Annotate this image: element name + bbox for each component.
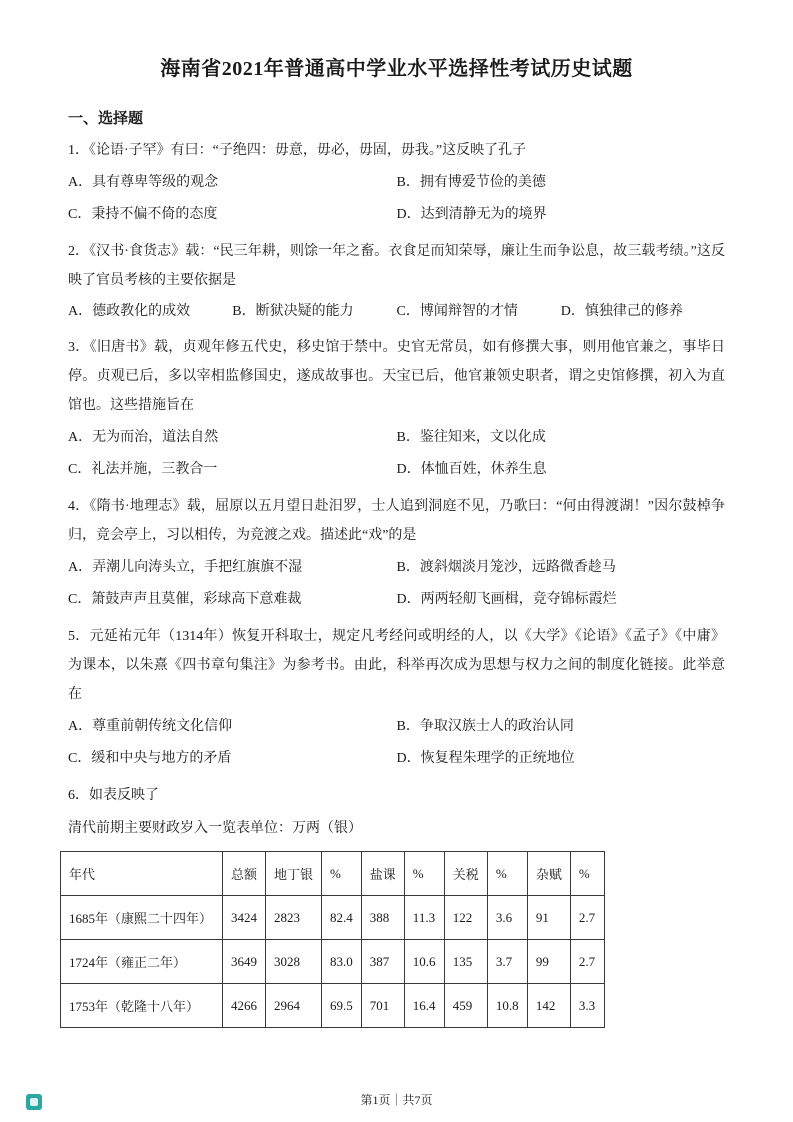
table-cell: 11.3 bbox=[404, 896, 444, 940]
table-header-row bbox=[61, 852, 605, 896]
table-cell: 4266 bbox=[223, 984, 266, 1028]
option-a: A．弄潮儿向涛头立，手把红旗旗不湿 bbox=[68, 560, 303, 575]
table-cell: 459 bbox=[444, 984, 487, 1028]
table-cell: 135 bbox=[444, 940, 487, 984]
table-cell: 3028 bbox=[266, 940, 322, 984]
table-header-cell: % bbox=[322, 852, 362, 896]
option-a: A．德政教化的成效 bbox=[68, 304, 191, 319]
table-header-cell: % bbox=[487, 852, 527, 896]
table-row bbox=[61, 896, 605, 940]
option-d: D．两两轻舠飞画楫，竞夺锦标霞烂 bbox=[396, 592, 617, 607]
question-3 bbox=[68, 333, 725, 486]
table-cell: 91 bbox=[527, 896, 570, 940]
table-cell: 1724年（雍正二年） bbox=[61, 940, 223, 984]
question-5 bbox=[68, 622, 725, 775]
table-cell: 10.8 bbox=[487, 984, 527, 1028]
question-stem: 3．《旧唐书》载，贞观年修五代史，移史馆于禁中。史官无常员，如有修撰大事，则用他官兼之，事毕日停。贞观已后，多以宰相监修国史，遂成故事也。天宝已后，他官兼领史职者，谓之史馆修撰，初入为直馆也。这些措施旨在 bbox=[68, 340, 725, 413]
table-cell: 3.3 bbox=[570, 984, 604, 1028]
option-c: C．礼法并施，三教合一 bbox=[68, 462, 218, 477]
revenue-table bbox=[60, 851, 605, 1028]
table-cell: 2.7 bbox=[570, 940, 604, 984]
table-cell: 387 bbox=[361, 940, 404, 984]
question-options bbox=[68, 711, 725, 775]
question-stem: 4．《隋书·地理志》载，屈原以五月望日赴汨罗，士人追到洞庭不见，乃歌曰：“何由得渡湖！”因尔鼓棹争归，竞会亭上，习以相传，为竞渡之戏。描述此“戏”的是 bbox=[68, 499, 725, 543]
question-1 bbox=[68, 136, 725, 231]
table-cell: 142 bbox=[527, 984, 570, 1028]
question-options bbox=[68, 422, 725, 486]
table-cell: 2.7 bbox=[570, 896, 604, 940]
table-cell: 388 bbox=[361, 896, 404, 940]
table-cell: 701 bbox=[361, 984, 404, 1028]
table-header-cell: 年代 bbox=[61, 852, 223, 896]
option-a: A．无为而治，道法自然 bbox=[68, 430, 219, 445]
option-b: B．断狱决疑的能力 bbox=[232, 304, 354, 319]
table-header-cell: 杂赋 bbox=[527, 852, 570, 896]
table-cell: 3649 bbox=[223, 940, 266, 984]
question-stem: 2．《汉书·食货志》载：“民三年耕，则馀一年之畜。衣食足而知荣辱，廉让生而争讼息，故三载考绩。”这反映了官员考核的主要依据是 bbox=[68, 244, 725, 288]
question-2 bbox=[68, 237, 725, 327]
option-c: C．博闻辩智的才情 bbox=[396, 304, 518, 319]
question-stem: 6．如表反映了 bbox=[68, 788, 159, 803]
table-cell: 2823 bbox=[266, 896, 322, 940]
table-header-cell: % bbox=[404, 852, 444, 896]
section-heading: 一、选择题 bbox=[68, 111, 144, 127]
table-header-cell: 总额 bbox=[223, 852, 266, 896]
question-6 bbox=[68, 781, 725, 1028]
question-options bbox=[68, 167, 725, 231]
table-header-cell: 地丁银 bbox=[266, 852, 322, 896]
option-d: D．恢复程朱理学的正统地位 bbox=[396, 751, 575, 766]
table-header-cell: 关税 bbox=[444, 852, 487, 896]
question-options bbox=[68, 297, 725, 327]
table-cell: 69.5 bbox=[322, 984, 362, 1028]
table-header-cell: % bbox=[570, 852, 604, 896]
table-row bbox=[61, 940, 605, 984]
table-row bbox=[61, 984, 605, 1028]
table-cell: 1685年（康熙二十四年） bbox=[61, 896, 223, 940]
option-d: D．慎独律己的修养 bbox=[560, 304, 683, 319]
question-stem: 1．《论语·子罕》有曰：“子绝四：毋意，毋必，毋固，毋我。”这反映了孔子 bbox=[68, 143, 527, 158]
table-cell: 3424 bbox=[223, 896, 266, 940]
option-c: C．缓和中央与地方的矛盾 bbox=[68, 751, 232, 766]
table-cell: 83.0 bbox=[322, 940, 362, 984]
document-title: 海南省2021年普通高中学业水平选择性考试历史试题 bbox=[160, 58, 633, 80]
question-stem: 5．元延祐元年（1314年）恢复开科取士，规定凡考经问或明经的人，以《大学》《论语》《孟子》《中庸》为课本，以朱熹《四书章句集注》为参考书。由此，科举再次成为思想与权力之间的制度化链接。此举意在 bbox=[68, 629, 725, 702]
table-cell: 16.4 bbox=[404, 984, 444, 1028]
table-cell: 1753年（乾隆十八年） bbox=[61, 984, 223, 1028]
option-b: B．渡斜烟淡月笼沙，远路微香趁马 bbox=[396, 560, 616, 575]
table-cell: 99 bbox=[527, 940, 570, 984]
option-b: B．争取汉族士人的政治认同 bbox=[396, 719, 574, 734]
table-cell: 3.7 bbox=[487, 940, 527, 984]
option-c: C．箫鼓声声且莫催，彩球高下意难裁 bbox=[68, 592, 302, 607]
table-cell: 3.6 bbox=[487, 896, 527, 940]
option-a: A．尊重前朝传统文化信仰 bbox=[68, 719, 233, 734]
table-cell: 2964 bbox=[266, 984, 322, 1028]
table-cell: 122 bbox=[444, 896, 487, 940]
option-d: D．体恤百姓，休养生息 bbox=[396, 462, 547, 477]
option-c: C．秉持不偏不倚的态度 bbox=[68, 207, 218, 222]
table-cell: 10.6 bbox=[404, 940, 444, 984]
question-options bbox=[68, 552, 725, 616]
option-a: A．具有尊卑等级的观念 bbox=[68, 175, 219, 190]
page-footer: 第1页｜共7页 bbox=[360, 1093, 433, 1107]
option-b: B．鉴往知来，文以化成 bbox=[396, 430, 546, 445]
table-caption: 清代前期主要财政岁入一览表单位：万两（银） bbox=[68, 821, 362, 836]
table-header-cell: 盐课 bbox=[361, 852, 404, 896]
table-cell: 82.4 bbox=[322, 896, 362, 940]
option-d: D．达到清静无为的境界 bbox=[396, 207, 547, 222]
option-b: B．拥有博爱节俭的美德 bbox=[396, 175, 546, 190]
question-4 bbox=[68, 492, 725, 616]
